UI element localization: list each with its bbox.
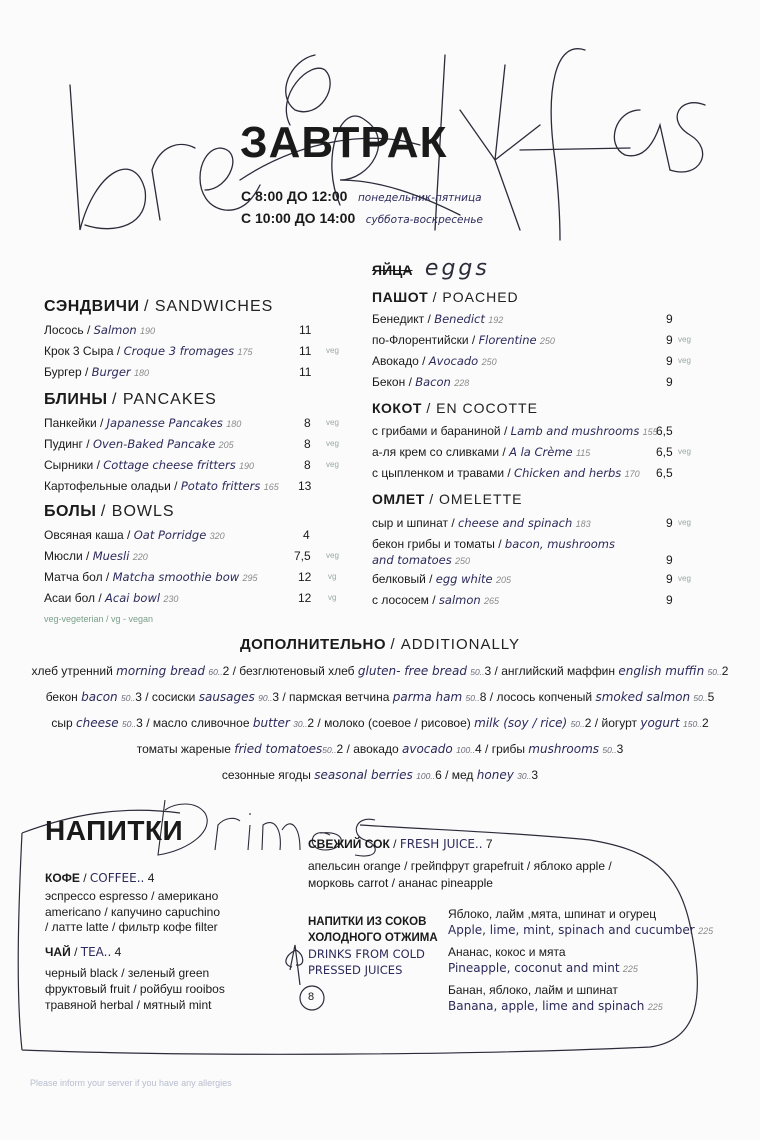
section-bowls-ru: БОЛЫ: [44, 503, 97, 520]
list-item: Овсяная каша / Oat Porridge 320 4: [44, 528, 310, 542]
juice-heading-en: FRESH JUICE..: [399, 837, 483, 851]
list-item: черный black / зеленый green: [45, 966, 210, 980]
hours-weekdays-time: С 8:00 ДО 12:00: [241, 188, 348, 204]
hours-weekend-days: суббота-воскресенье: [365, 214, 484, 226]
tea-heading-en: TEA..: [80, 945, 112, 959]
list-item: морковь carrot / ананас pineapple: [308, 876, 493, 890]
additionally-line-3: сыр cheese 50..3 / масло сливочное butter 30..2 / молоко (соевое / рисовое) milk (soy / rice) 50..2 / йогурт yogurt 150..2: [51, 716, 709, 730]
list-item: Бекон / Bacon 228 9: [372, 375, 673, 389]
cocotte-list: [372, 421, 702, 484]
list-item: Бенедикт / Benedict 192 9: [372, 312, 673, 326]
tea-heading-ru: ЧАЙ: [45, 945, 71, 959]
list-item: Банан, яблоко, лайм и шпинат Banana, apple, lime and spinach 225: [448, 983, 663, 1013]
section-bowls-en: BOWLS: [111, 503, 175, 520]
cold-pressed-list: [448, 907, 713, 1015]
additionally-line-1: хлеб утренний morning bread 60..2 / безглютеновый хлеб gluten- free bread 50..3 / английский маффин english muffin 50..2: [31, 664, 729, 678]
section-additionally-en: ADDITIONALLY: [400, 636, 521, 653]
coffee-heading-en: COFFEE..: [89, 871, 145, 885]
hours-weekdays-days: понедельник-пятница: [357, 192, 482, 204]
list-item: с грибами и бараниной / Lamb and mushrooms 155 6,5: [372, 424, 673, 438]
list-item: Панкейки / Japanesse Pancakes 180 8 veg: [44, 416, 339, 430]
section-omelette-heading: ОМЛЕТ / OMELETTE: [372, 491, 523, 507]
list-item: Авокадо / Avocado 250 9 veg: [372, 354, 691, 368]
section-additionally-heading: ДОПОЛНИТЕЛЬНО / ADDITIONALLY: [239, 636, 521, 653]
omelette-list: [372, 513, 702, 611]
list-item: Ананас, кокос и мята Pineapple, coconut and mint 225: [448, 945, 638, 975]
list-item: Асаи бол / Acai bowl 230 12 vg: [44, 591, 337, 605]
list-item: Бургер / Burger 180 11: [44, 365, 312, 379]
section-poached-ru: ПАШОТ: [372, 289, 429, 305]
section-bowls-heading: БОЛЫ / BOWLS: [44, 503, 175, 520]
juice-heading-ru: СВЕЖИЙ СОК: [308, 837, 390, 851]
list-item: с цыпленком и травами / Chicken and herbs 170 6,5: [372, 466, 673, 480]
coffee-heading: КОФЕ / COFFEE.. 4: [45, 871, 155, 885]
additionally-line-2: бекон bacon 50..3 / сосиски sausages 90..3 / пармская ветчина parma ham 50..8 / лосось копченый smoked salmon 50..5: [45, 690, 715, 704]
section-sandwiches-ru: СЭНДВИЧИ: [44, 298, 140, 315]
cold-pressed-price: 8: [308, 991, 315, 1003]
sandwiches-list: [44, 320, 344, 383]
list-item: Матча бол / Matcha smoothie bow 295 12 vg: [44, 570, 337, 584]
hours-weekend-time: С 10:00 ДО 14:00: [241, 210, 356, 226]
list-item: americano / капучино capuchino: [45, 904, 221, 919]
section-additionally-ru: ДОПОЛНИТЕЛЬНО: [239, 636, 386, 653]
list-item: Яблоко, лайм ,мята, шпинат и огурец Apple, lime, mint, spinach and cucumber 225: [448, 907, 714, 937]
eggs-handwritten: eggs: [424, 256, 490, 281]
juice-price: 7: [485, 837, 493, 851]
list-item: с лососем / salmon 265 9: [372, 593, 673, 607]
list-item: Лосось / Salmon 190 11: [44, 323, 312, 337]
list-item: бекон грибы и томаты / bacon, mushrooms and tomatoes 250 9: [372, 537, 673, 567]
additionally-line-5: сезонные ягоды seasonal berries 100..6 / мед honey 30..3: [221, 768, 539, 782]
list-item: травяной herbal / мятный mint: [45, 998, 212, 1012]
section-sandwiches-heading: СЭНДВИЧИ / SANDWICHES: [44, 298, 274, 315]
section-pancakes-en: PANCAKES: [122, 391, 217, 408]
eggs-heading: [372, 256, 490, 281]
hours-weekdays: [241, 188, 482, 206]
list-item: апельсин orange / грейпфрут grapefruit / яблоко apple /: [308, 859, 612, 873]
section-omelette-ru: ОМЛЕТ: [372, 491, 425, 507]
coffee-heading-ru: КОФЕ: [45, 871, 80, 885]
list-item: / латте latte / фильтр кофе filter: [45, 920, 218, 934]
section-cocotte-ru: КОКОТ: [372, 400, 422, 416]
allergy-note: Please inform your server if you have any allergies: [30, 1078, 232, 1088]
tea-heading: ЧАЙ / TEA.. 4: [45, 945, 122, 959]
section-pancakes-ru: БЛИНЫ: [44, 391, 108, 408]
diet-legend: veg-vegeterian / vg - vegan: [44, 614, 154, 624]
list-item: Крок 3 Сыра / Croque 3 fromages 175 11 veg: [44, 344, 339, 358]
eggs-heading-ru: ЯЙЦА: [372, 262, 413, 278]
section-pancakes-heading: БЛИНЫ / PANCAKES: [44, 391, 217, 408]
poached-list: [372, 309, 702, 393]
tea-price: 4: [114, 945, 122, 959]
list-item: Пудинг / Oven-Baked Pancake 205 8 veg: [44, 437, 339, 451]
section-sandwiches-en: SANDWICHES: [154, 298, 274, 315]
bowls-list: [44, 525, 344, 609]
section-cocotte-heading: КОКОТ / EN COCOTTE: [372, 400, 538, 416]
coffee-list: [45, 889, 220, 936]
coffee-price: 4: [147, 871, 155, 885]
list-item: эспрессо espresso / американо: [45, 889, 219, 903]
tea-list: [45, 965, 225, 1013]
drinks-title: НАПИТКИ: [45, 815, 184, 846]
list-item: Картофельные оладьи / Potato fritters 165 13: [44, 479, 312, 493]
page-title: ЗАВТРАК: [240, 118, 448, 167]
juice-heading: СВЕЖИЙ СОК / FRESH JUICE.. 7: [308, 837, 493, 851]
additionally-line-4: томаты жареные fried tomatoes50..2 / авокадо avocado 100..4 / грибы mushrooms 50..3: [136, 742, 624, 756]
section-poached-en: POACHED: [442, 289, 519, 305]
list-item: Сырники / Cottage cheese fritters 190 8 veg: [44, 458, 339, 472]
section-omelette-en: OMELETTE: [439, 491, 523, 507]
section-poached-heading: ПАШОТ / POACHED: [372, 289, 519, 305]
hours-weekend: [241, 210, 483, 228]
juice-list: [308, 858, 612, 892]
list-item: по-Флорентийски / Florentine 250 9 veg: [372, 333, 691, 347]
list-item: сыр и шпинат / cheese and spinach 183 9 veg: [372, 516, 691, 530]
list-item: а-ля крем со сливками / A la Crème 115 6,5 veg: [372, 445, 691, 459]
list-item: Мюсли / Muesli 220 7,5 veg: [44, 549, 339, 563]
pancakes-list: [44, 413, 344, 497]
cold-pressed-heading: НАПИТКИ ИЗ СОКОВ ХОЛОДНОГО ОТЖИМА DRINKS FROM COLD PRESSED JUICES: [308, 916, 438, 977]
section-cocotte-en: EN COCOTTE: [436, 400, 538, 416]
list-item: белковый / egg white 205 9 veg: [372, 572, 691, 586]
list-item: фруктовый fruit / ройбуш rooibos: [45, 982, 225, 996]
